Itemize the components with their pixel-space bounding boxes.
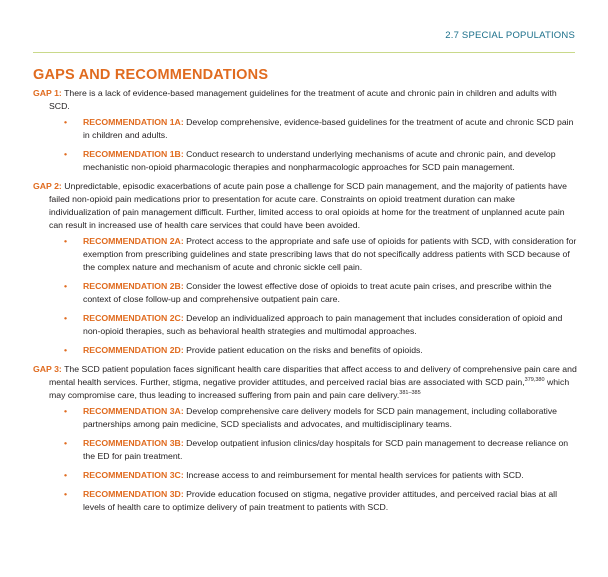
- list-item: [33, 116, 578, 142]
- gap-label: GAP 3:: [33, 364, 62, 374]
- bullet-icon: •: [64, 149, 68, 159]
- citation: 381–385: [399, 390, 421, 397]
- recommendation-text: Develop an individualized approach to pain management that includes consideration of opioid and non-opioid therapies, such as behavioral health strategies and multimodal approaches.: [83, 313, 563, 336]
- recommendation-text: Conduct research to understand underlying mechanisms of acute and chronic pain, and develop mechanistic non-opioid pharmacologic therapies and nonpharmacologic approaches for SCD pain management.: [83, 149, 556, 172]
- bullet-icon: •: [64, 345, 68, 355]
- recommendation-label: RECOMMENDATION 3B:: [83, 438, 184, 448]
- recommendation-label: RECOMMENDATION 2B:: [83, 281, 184, 291]
- gap-text: The SCD patient population faces significant health care disparities that affect access to and delivery of comprehensive pain care and mental health services. Further, stigma, negative provider attitudes, and perceived racial bias are associated with SCD pain,: [49, 364, 577, 387]
- bullet-icon: •: [64, 117, 68, 127]
- gap-text: There is a lack of evidence-based management guidelines for the treatment of acute and chronic pain in children and adults with SCD.: [49, 88, 557, 111]
- list-item: [33, 280, 578, 306]
- main-content: [33, 67, 578, 520]
- page-title: GAPS AND RECOMMENDATIONS: [33, 67, 269, 83]
- recommendation-text: Provide patient education on the risks and benefits of opioids.: [186, 345, 423, 355]
- recommendation-list: [33, 116, 578, 174]
- citation: 379,380: [524, 377, 545, 384]
- gap-1: [33, 87, 578, 174]
- recommendation-text: Protect access to the appropriate and safe use of opioids for patients with SCD, with consideration for exemption from prescribing guidelines and state prescribing laws that do not specifically address patients with SCD because of the complex nature and mechanism of acute and chronic sickle cell pain.: [83, 236, 577, 272]
- recommendation-label: RECOMMENDATION 2D:: [83, 345, 184, 355]
- list-item: [33, 469, 578, 482]
- recommendation-text: Develop comprehensive care delivery models for SCD pain management, including collaborative partnerships among pain medicine, SCD specialists and advocates, and multidisciplinary teams.: [83, 406, 557, 429]
- recommendation-label: RECOMMENDATION 3C:: [83, 470, 184, 480]
- gap-text: Unpredictable, episodic exacerbations of acute pain pose a challenge for SCD pain management, and the majority of patients have failed non-opioid pain medications prior to presentation for acute care. Constraints on opioid treatment duration can make individualization of pain management difficult. Further, limited access to oral opioids at home for the treatment of unplanned acute pain can result in increased use of health care services that could have been avoided.: [49, 181, 567, 230]
- recommendation-label: RECOMMENDATION 1B:: [83, 149, 184, 159]
- recommendation-text: Consider the lowest effective dose of opioids to treat acute pain crises, and prescribe within the context of close follow-up and comprehensive outpatient pain care.: [83, 281, 552, 304]
- recommendation-label: RECOMMENDATION 3D:: [83, 489, 184, 499]
- recommendation-text: Develop comprehensive, evidence-based guidelines for the treatment of acute and chronic SCD pain in children and adults.: [83, 117, 574, 140]
- gap-label: GAP 1:: [33, 88, 62, 98]
- bullet-icon: •: [64, 236, 68, 246]
- bullet-icon: •: [64, 281, 68, 291]
- recommendation-label: RECOMMENDATION 1A:: [83, 117, 184, 127]
- list-item: [33, 235, 578, 274]
- recommendation-label: RECOMMENDATION 2C:: [83, 313, 184, 323]
- gap-label: GAP 2:: [33, 181, 62, 191]
- gap-2: [33, 180, 578, 357]
- recommendation-label: RECOMMENDATION 3A:: [83, 406, 184, 416]
- section-label: 2.7 SPECIAL POPULATIONS: [445, 30, 575, 41]
- bullet-icon: •: [64, 406, 68, 416]
- gap-3: [33, 363, 578, 514]
- recommendation-text: Increase access to and reimbursement for mental health services for patients with SCD.: [186, 470, 524, 480]
- recommendation-list: [33, 405, 578, 514]
- page-header: [33, 30, 575, 53]
- list-item: [33, 344, 578, 357]
- gap-text-continued: which may compromise care, thus leading to increased suffering from pain and pain care delivery.: [49, 377, 570, 400]
- recommendation-text: Develop outpatient infusion clinics/day hospitals for SCD pain management to decrease reliance on the ED for pain treatment.: [83, 438, 569, 461]
- list-item: [33, 488, 578, 514]
- list-item: [33, 148, 578, 174]
- list-item: [33, 405, 578, 431]
- bullet-icon: •: [64, 313, 68, 323]
- recommendation-text: Provide education focused on stigma, negative provider attitudes, and perceived racial bias at all levels of health care to optimize delivery of pain treatment to patients with SCD.: [83, 489, 558, 512]
- bullet-icon: •: [64, 470, 68, 480]
- bullet-icon: •: [64, 438, 68, 448]
- recommendation-label: RECOMMENDATION 2A:: [83, 236, 184, 246]
- recommendation-list: [33, 235, 578, 357]
- bullet-icon: •: [64, 489, 68, 499]
- list-item: [33, 437, 578, 463]
- list-item: [33, 312, 578, 338]
